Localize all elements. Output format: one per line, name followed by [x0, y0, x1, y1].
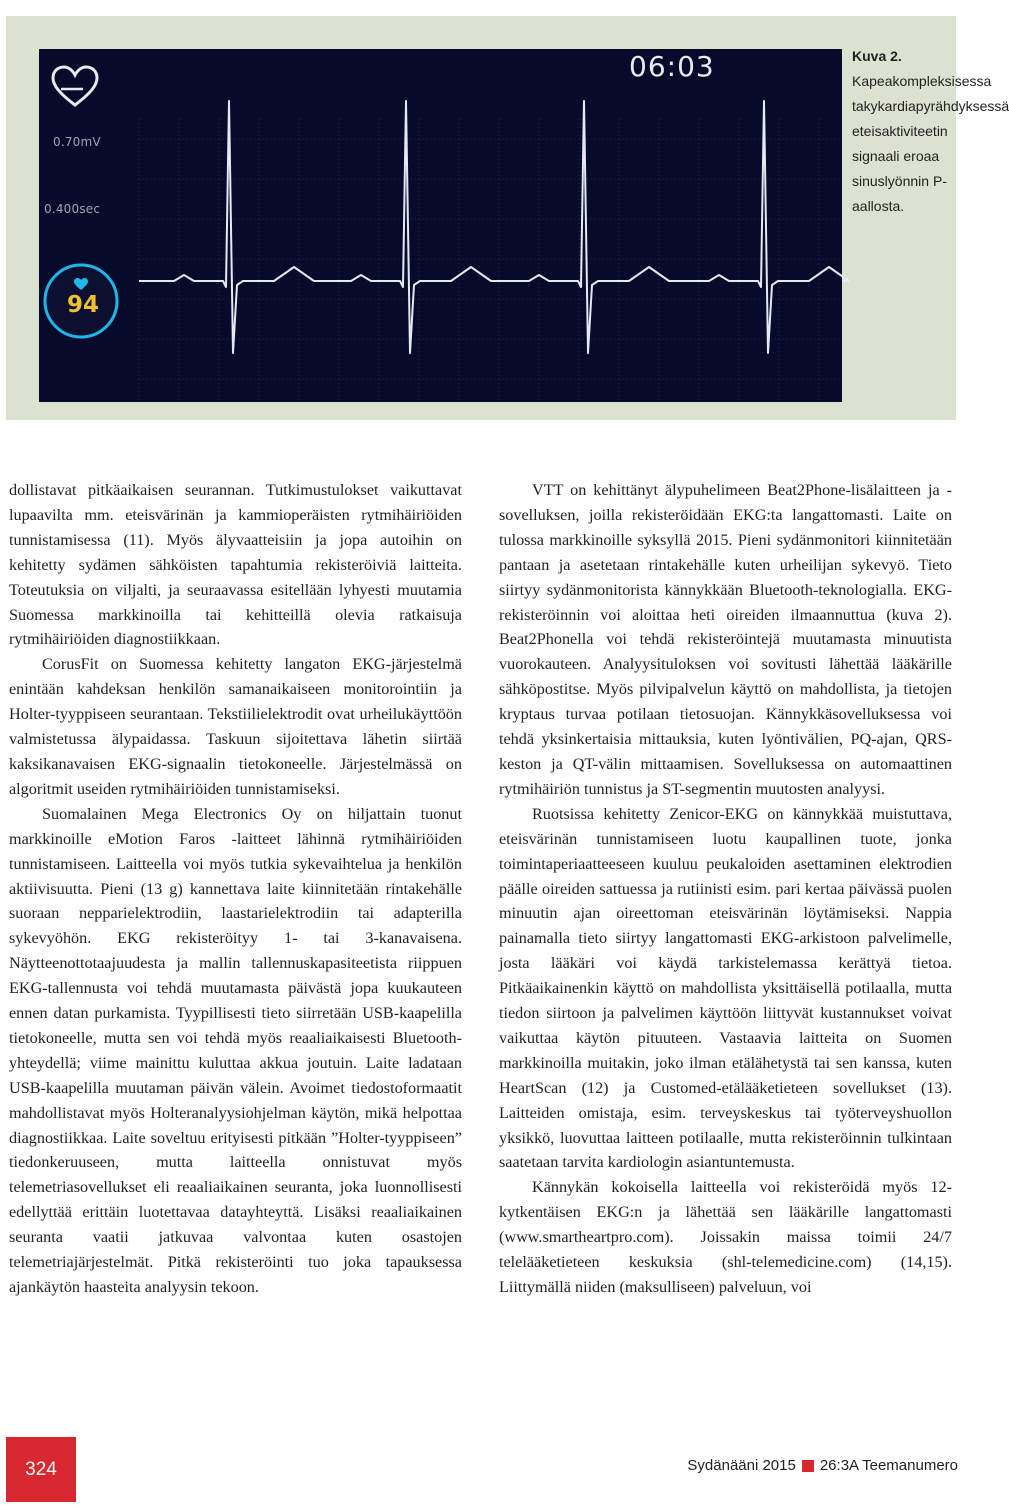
- amplitude-readout: 0.70mV: [53, 135, 101, 149]
- time-scale-readout: 0.400sec: [44, 202, 101, 216]
- recording-timer: 06:03: [629, 50, 715, 83]
- paragraph: CorusFit on Suomessa kehitetty langaton EKG-järjestelmä enintään kahdeksan henkilön samanaikaiseen monitorointiin ja Holter-tyyppiseen seurantaan. Tekstiilielektrodit ovat urheilukäyttöön valmistetussa älypaidassa. Taskuun sijoitettava lähetin siirtää kaksikanavaisen EKG-signaalin tietokoneelle. Järjestelmässä on algoritmit useiden rytmihäiriöiden tunnistamiseksi.: [9, 655, 462, 798]
- ecg-screen: [39, 49, 842, 402]
- footer: [687, 1457, 958, 1474]
- footer-square-icon: [802, 1460, 814, 1472]
- right-text-column: [499, 478, 952, 1300]
- paragraph: dollistavat pitkäaikaisen seurannan. Tutkimustulokset vaikuttavat lupaavilta mm. eteisvärinän ja kammioperäisten rytmihäiriöiden tunnistamisessa (11). Myös älyvaatteisiin ja jopa autoihin on kehitetty sydämen sähköisten tapahtumia rekisteröiviä laitteita. Toteutuksia on viljalti, ja seuraavassa esitellään lyhyesti muutamia Suomessa markkinoilla tai kehitteillä olevia ratkaisuja rytmihäiriöiden diagnostiikkaan.: [9, 481, 462, 649]
- magazine-name: Sydänääni 2015: [687, 1457, 796, 1474]
- caption-label: Kuva 2.: [852, 48, 902, 64]
- heart-rate-value: 94: [66, 292, 99, 318]
- page-number: 324: [6, 1437, 76, 1502]
- figure-panel: [6, 16, 1009, 420]
- figure-caption: [852, 44, 1009, 219]
- paragraph: Kännykän kokoisella laitteella voi rekisteröidä myös 12-kytkentäisen EKG:n ja lähettää sen lääkärille langattomasti (www.smartheartpro.com). Joissakin maissa toimii 24/7 telelääketieteen keskuksia (shl-telemedicine.com) (14,15). Liittymällä niiden (maksulliseen) palveluun, voi: [499, 1178, 952, 1296]
- left-text-column: [9, 478, 462, 1300]
- ecg-trace: [139, 101, 849, 353]
- heart-outline-icon: [53, 67, 97, 105]
- ecg-grid-and-trace: [39, 49, 842, 402]
- paragraph: Ruotsissa kehitetty Zenicor-EKG on kännykkää muistuttava, eteisvärinän tunnistamiseen luotu kaupallinen tuote, jonka toimintaperiaatteeseen kuuluu peukaloiden asettaminen elektrodien päälle oireiden sattuessa ja rutiinisti esim. pari kertaa päivässä puolen minuutin ajan oireettoman eteisvärinän löytämiseksi. Nappia painamalla tieto siirtyy langattomasti EKG-arkistoon palvelimelle, josta lääkäri voi käydä tarkistelemassa kerättyä tietoa. Pitkäaikainenkin käyttö on mahdollista yksittäisellä potilaalla, mutta tiedon siirtoon ja palvelimen käyttöön liittyvät kustannukset voivat vaikuttaa käytön pituuteen. Vastaavia laitteita on Suomen markkinoilla muitakin, joko ilman etälähetystä tai sen kanssa, kuten HeartScan (12) ja Customed-etälääketieteen sovellukset (13). Laitteiden omistaja, esim. terveyskeskus tai työterveyshuollon yksikkö, luovuttaa laitteen potilaalle, mutta rekisteröinnin tulkintaan saatetaan tarvita kardiologin asiantuntemusta.: [499, 804, 952, 1172]
- paragraph: VTT on kehittänyt älypuhelimeen Beat2Phone-lisälaitteen ja -sovelluksen, joilla rekisteröidään EKG:ta langattomasti. Laite on tulossa markkinoille syksyllä 2015. Pieni sydänmonitori kiinnitetään pantaan ja asetetaan rintakehälle kuten urheilijan sykevyö. Tieto siirtyy sydänmonitorista kännykkään Bluetooth-teknologialla. EKG-rekisteröinnin voi aloittaa heti oireiden ilmaannuttua (kuva 2). Beat2Phonella voi tehdä rekisteröintejä muutamasta minuutista vuorokauteen. Analyysituloksen voi sovitusti lähettää lääkärille sähköpostitse. Myös pilvipalvelun käyttö on mahdollista, ja tietojen kryptaus turvaa potilaan tietosuojan. Kännykkäsovelluksessa voi tehdä yksinkertaisia mittauksia, kuten lyöntivälien, PQ-ajan, QRS-keston ja QT-välin mittaamisen. Sovelluksessa on automaattinen rytmihäiriön tunnistus ja ST-segmentin muutosten analyysi.: [499, 481, 952, 798]
- paragraph: Suomalainen Mega Electronics Oy on hiljattain tuonut markkinoille eMotion Faros -laitteet lähinnä rytmihäiriöiden tunnistamiseen. Laitteella voi myös tutkia sykevaihtelua ja henkilön aktiivisuutta. Pieni (13 g) kannettava laite kiinnitetään rintakehälle suoraan nepparielektrodiin, laastarielektrodiin tai adapterilla sykevyöhön. EKG rekisteröityy 1- tai 3-kanavaisena. Näytteenottotaajuudesta ja mallin tallennuskapasiteetista riippuen EKG-tallennusta voi tehdä muutamasta päivästä jopa kuukauteen ennen datan purkamista. Tyypillisesti tieto siirretään USB-kaapelilla tietokoneelle, mutta sen voi tehdä myös reaaliaikaisesti Bluetooth-yhteydellä; viime mainittu kuluttaa akkua joutuin. Laite ladataan USB-kaapelilla muutaman päivän välein. Avoimet tiedostoformaatit mahdollistavat myös Holteranalyysiohjelman käytön, mikä helpottaa diagnostiikkaa. Laite soveltuu erityisesti pitkään ”Holter-tyyppiseen” tiedonkeruuseen, mutta laitteella onnistuvat myös telemetriasovellukset eli reaaliaikainen seuranta, joka luonnollisesti edellyttää erittäin luotettavaa datayhteyttä. Lisäksi reaaliaikainen seuranta vaatii jatkuvaa valvontaa kuten osastojen telemetriajärjestelmät. Pitkä rekisteröinti tuo joka tapauksessa ajankäytön haasteita analyysin tekoon.: [9, 804, 462, 1296]
- caption-text: Kapeakompleksisessa takykardiapyrähdyksessä eteisaktiviteetin signaali eroaa sinuslyönnin P-aallosta.: [852, 73, 1009, 214]
- issue-name: 26:3A Teemanumero: [819, 1457, 958, 1474]
